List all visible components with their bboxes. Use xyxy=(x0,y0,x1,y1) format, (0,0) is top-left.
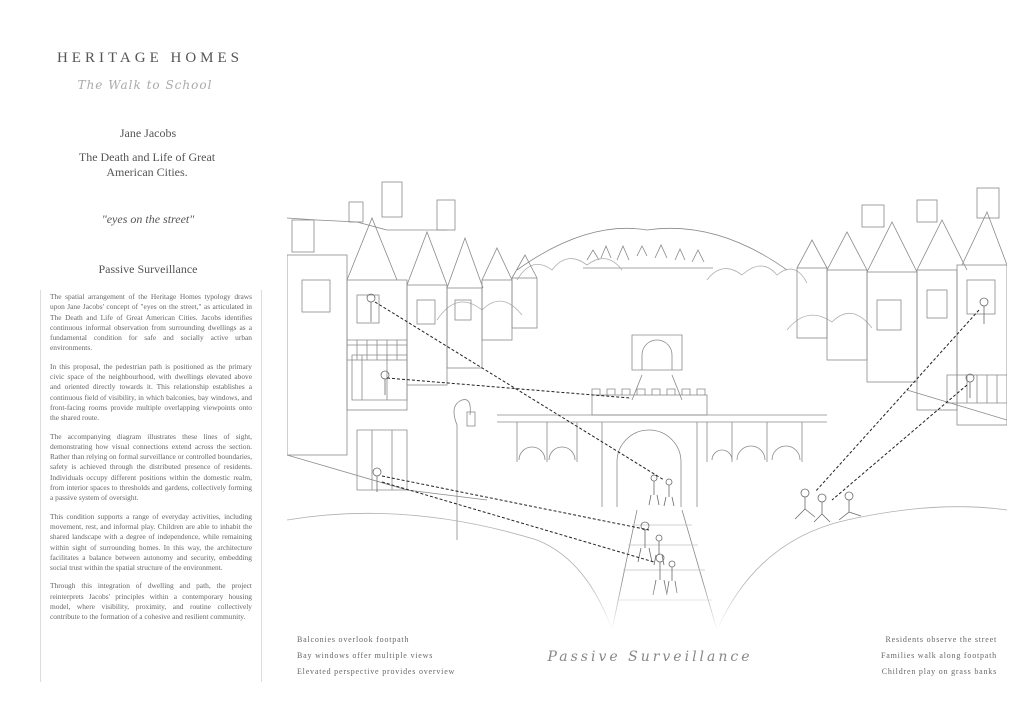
section-heading: Passive Surveillance xyxy=(98,262,198,276)
bridge xyxy=(497,389,827,507)
right-balcony xyxy=(947,375,1007,403)
left-terrace xyxy=(287,182,537,500)
upper-arch xyxy=(632,335,682,400)
caption-right-item: Residents observe the street xyxy=(885,635,997,644)
sightline-bay-upper xyxy=(387,378,630,398)
caption-right-item: Families walk along footpath xyxy=(881,651,997,660)
captions-left xyxy=(297,632,517,680)
children-group xyxy=(795,489,861,522)
sightline-right-lower xyxy=(832,385,967,500)
caption-left-item: Balconies overlook footpath xyxy=(297,635,410,644)
reference-author: Jane Jacobs xyxy=(119,126,177,140)
tree-canopy xyxy=(437,259,872,330)
distant-village xyxy=(583,245,713,268)
street-sketch-illustration xyxy=(287,160,1007,630)
body-paragraph: In this proposal, the pedestrian path is positioned as the primary civic space of the neighbourhood, with dwellings elevated above and oriented directly towards it. This relationship establishes a continuous field of visibility, in which balconies, bay windows, and front-facing rooms provide multiple overlapping viewpoints onto the shared route. xyxy=(50,361,252,423)
center-caption: Passive Surveillance xyxy=(547,649,753,665)
walkers xyxy=(638,475,677,595)
sightlines xyxy=(375,302,979,562)
body-paragraph: The spatial arrangement of the Heritage Homes typology draws upon Jane Jacobs' concept of "eyes on the street," as articulated in The Death and Life of Great American Cities. Jacobs identifies continuous informal observation from surrounding dwellings as a fundamental condition for safe and socially active urban environments. xyxy=(50,292,252,353)
residents xyxy=(367,294,988,492)
reference-book: The Death and Life of Great American Cities. xyxy=(78,150,216,179)
project-subtitle: The Walk to School xyxy=(77,78,213,92)
bay-window-lower xyxy=(357,430,407,490)
body-paragraph: The accompanying diagram illustrates these lines of sight, demonstrating how visual connections extend across the section. Rather than relying on formal surveillance or controlled boundaries, safety is achieved through the distributed presence of residents. Individuals occupy different positions within the domestic realm, from interior spaces to thresholds and gardens, collectively forming a passive system of oversight. xyxy=(50,431,252,503)
balcony xyxy=(347,340,407,360)
body-text-panel xyxy=(40,290,262,682)
body-paragraph: Through this integration of dwelling and path, the project reinterprets Jacobs' principles within a contemporary housing model, where visibility, proximity, and routine collectively contribute to the formation of a cohesive and resilient community. xyxy=(50,581,252,622)
caption-left-item: Bay windows offer multiple views xyxy=(297,651,434,660)
captions-right xyxy=(800,632,997,680)
sightline-bay-lower-a xyxy=(382,476,649,530)
body-paragraph: This condition supports a range of everyday activities, including movement, rest, and informal play. Children are able to inhabit the shared landscape with a degree of independence, while remaining within sight of surrounding homes. In this way, the architecture facilitates a balance between autonomy and security, embedding social trust within the spatial structure of the environment. xyxy=(50,511,252,573)
right-terrace xyxy=(797,188,1007,425)
sightline-balcony xyxy=(375,302,664,480)
sightline-bay-lower-b xyxy=(382,482,654,562)
sightline-right-upper xyxy=(815,310,979,492)
caption-left-item: Elevated perspective provides overview xyxy=(297,667,456,676)
bay-window-upper xyxy=(352,355,407,400)
project-title: HERITAGE HOMES xyxy=(56,50,244,66)
street-lamp xyxy=(454,400,475,540)
caption-right-item: Children play on grass banks xyxy=(881,667,997,676)
reference-quote: "eyes on the street" xyxy=(101,212,195,226)
